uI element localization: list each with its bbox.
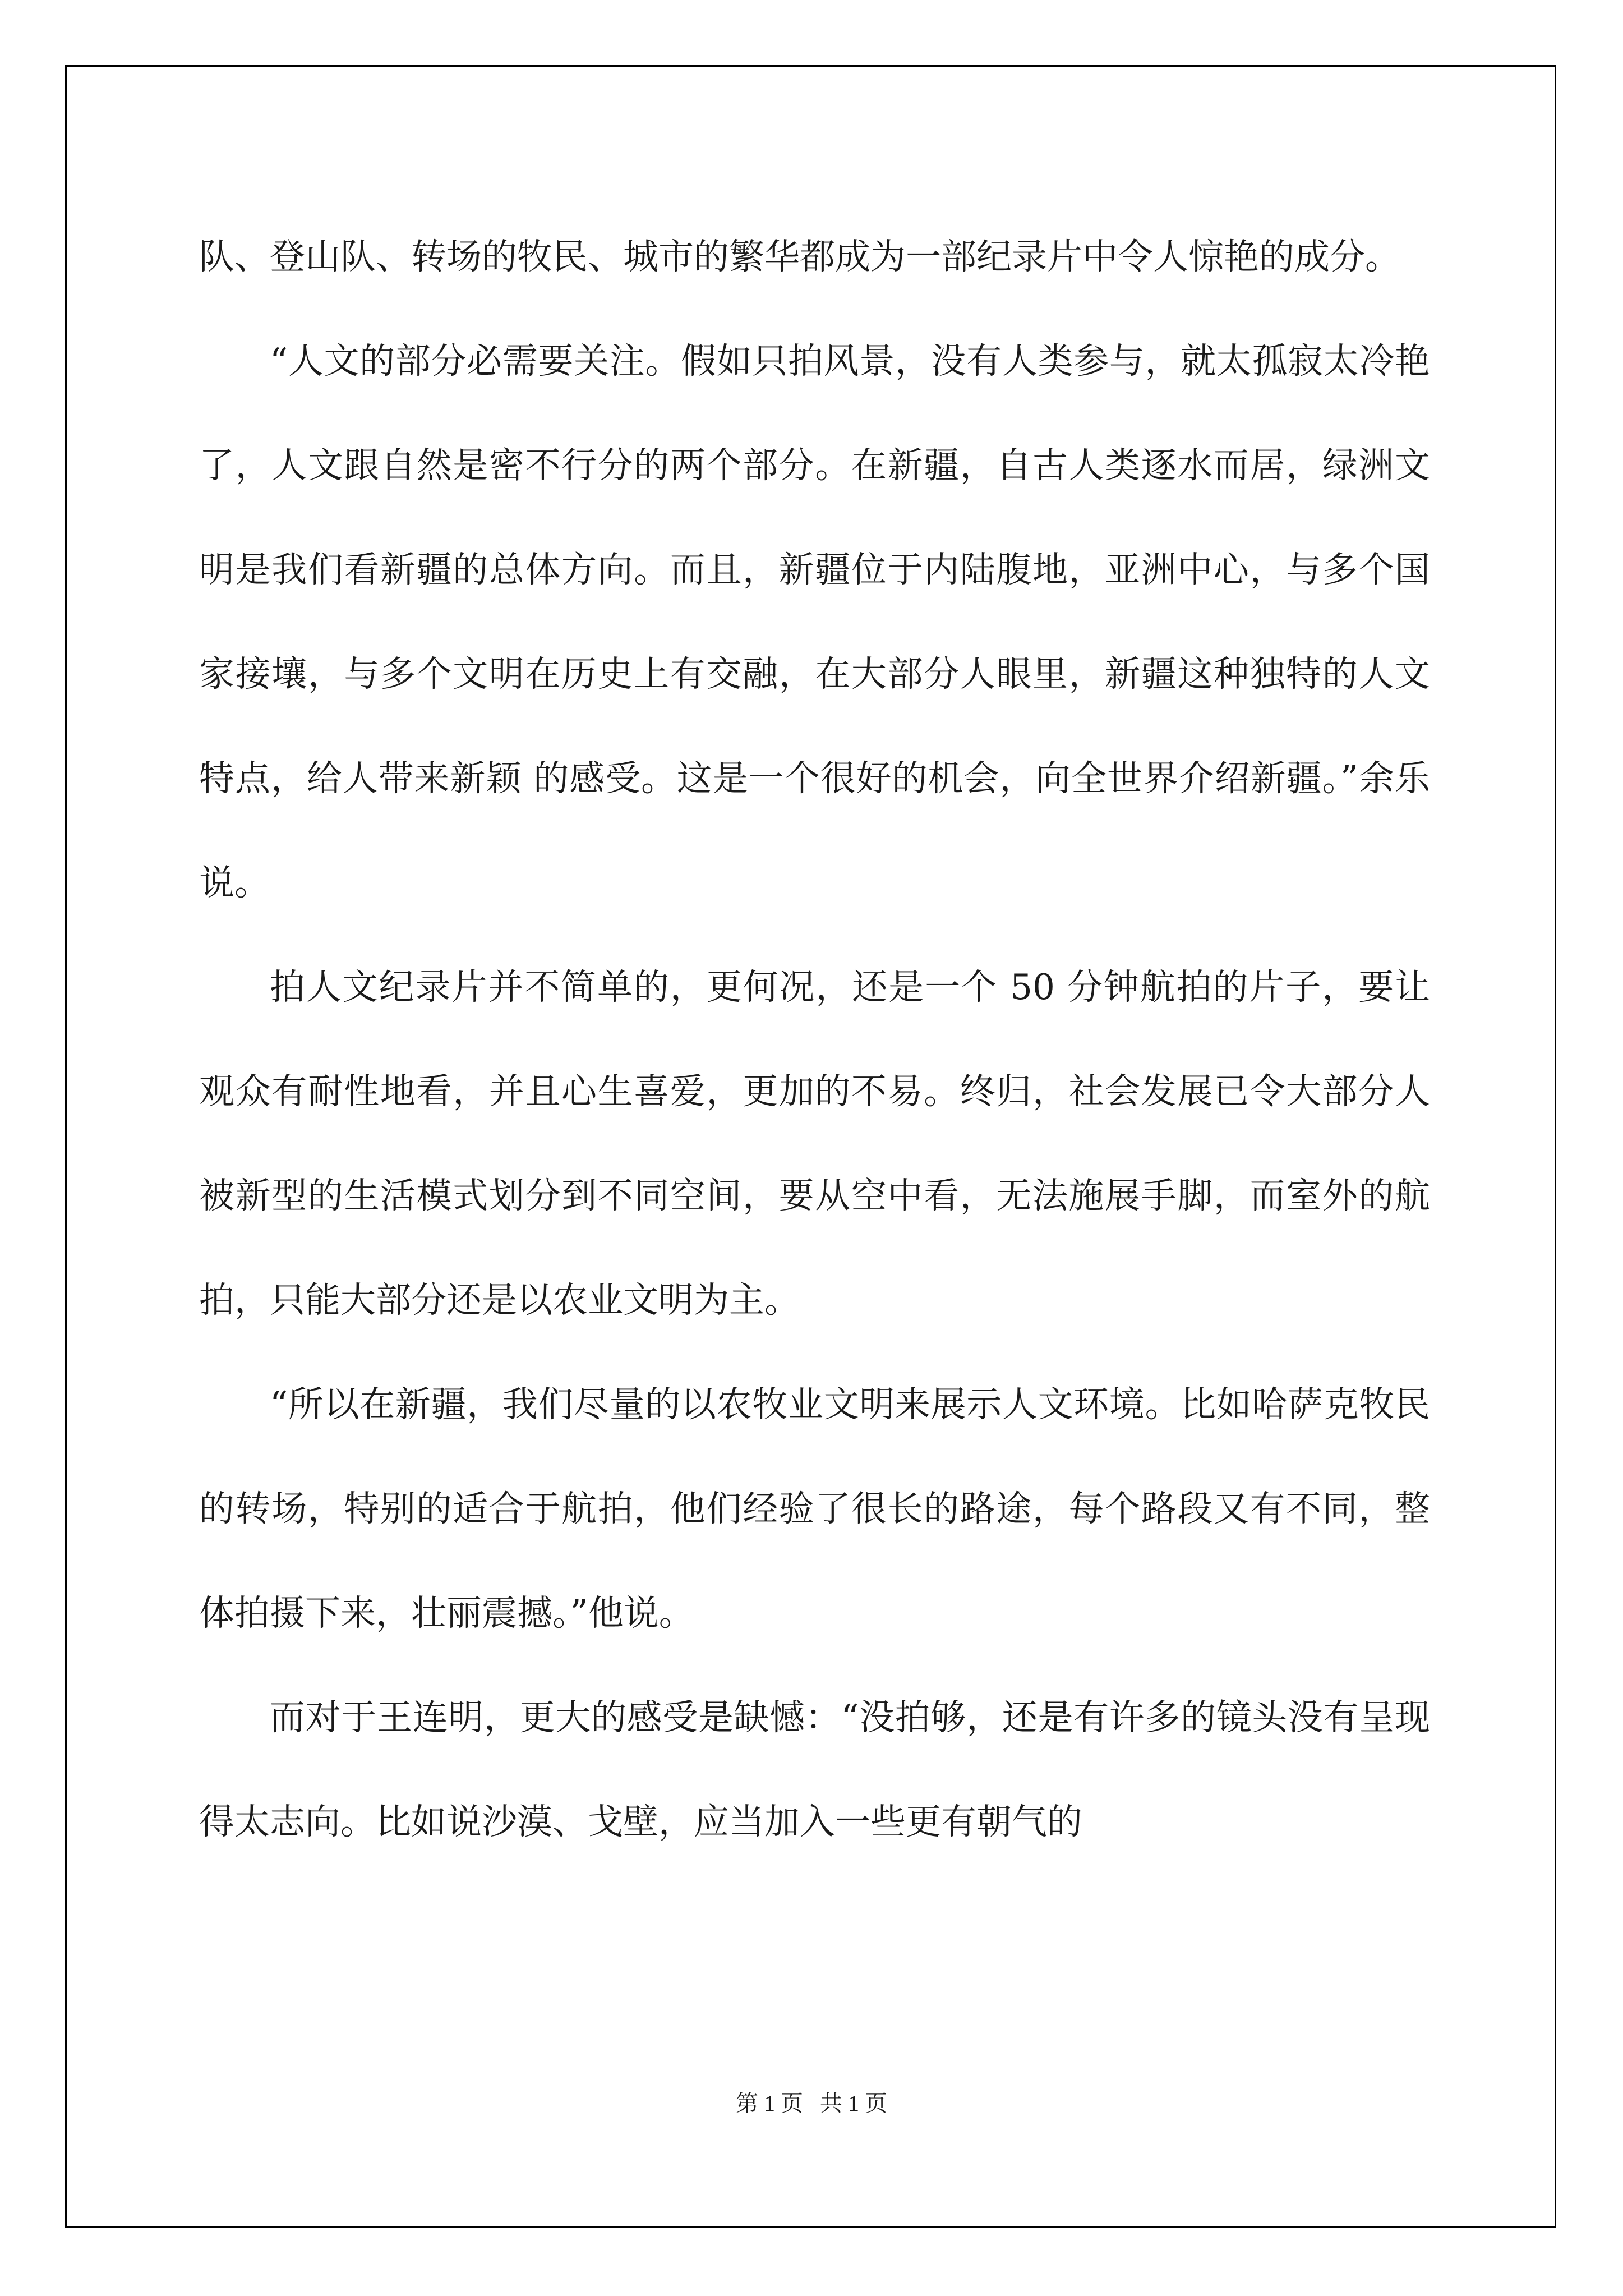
paragraph: “人文的部分必需要关注。假如只拍风景，没有人类参与，就太孤寂太冷艳了，人文跟自然是密不行分的两个部分。在新疆，自古人类逐水而居，绿洲文明是我们看新疆的总体方向。而且，新疆位于内陆腹地，亚洲中心，与多个国家接壤，与多个文明在历史上有交融，在大部分人眼里，新疆这种独特的人文特点，给人带来新颖 的感受。这是一个很好的机会，向全世界介绍新疆。”余乐说。	[199, 341, 1430, 903]
page-footer	[0, 2090, 1623, 2118]
paragraph: 而对于王连明，更大的感受是缺憾：“没拍够，还是有许多的镜头没有呈现得太志向。比如说沙漠、戈壁，应当加入一些更有朝气的	[199, 1697, 1430, 1842]
paragraph: “所以在新疆，我们尽量的以农牧业文明来展示人文环境。比如哈萨克牧民的转场，特别的适合于航拍，他们经验了很长的路途，每个路段又有不同，整体拍摄下来，壮丽震撼。”他说。	[199, 1384, 1430, 1634]
page-number: 第 1 页	[736, 2091, 803, 2116]
document-body	[199, 205, 1430, 1874]
paragraph: 队、登山队、转场的牧民、城市的繁华都成为一部纪录片中令人惊艳的成分。	[199, 236, 1400, 277]
page-total: 共 1 页	[820, 2091, 887, 2116]
paragraph: 拍人文纪录片并不简单的，更何况，还是一个 50 分钟航拍的片子，要让观众有耐性地看，并且心生喜爱，更加的不易。终归，社会发展已令大部分人被新型的生活模式划分到不同空间，要从空中看，无法施展手脚，而室外的航拍，只能大部分还是以农业文明为主。	[199, 967, 1430, 1320]
